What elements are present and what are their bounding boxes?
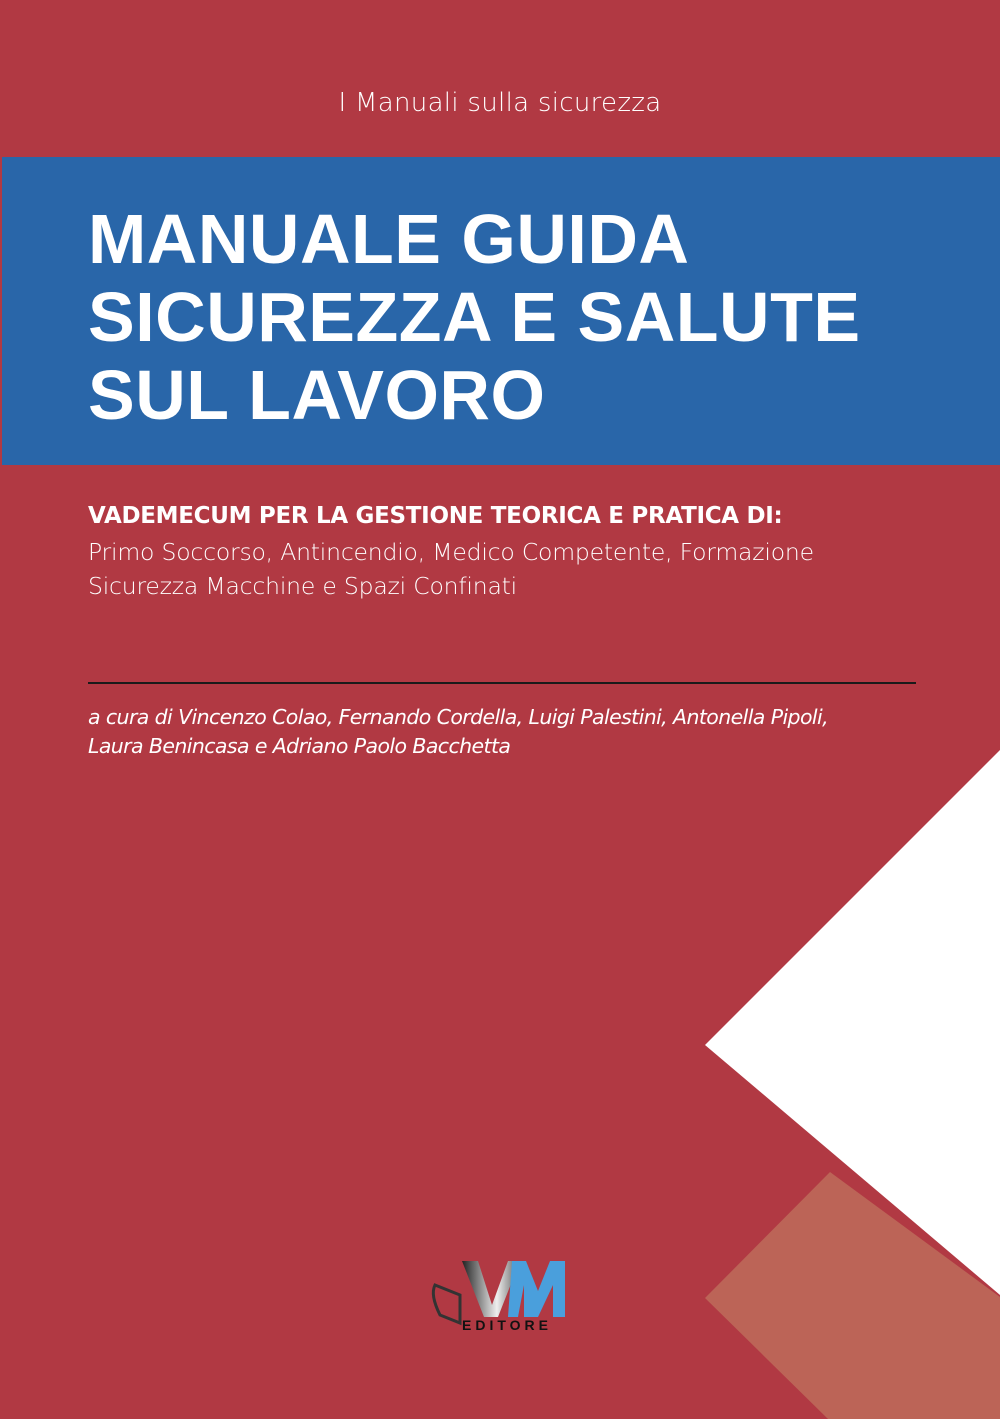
title-line: MANUALE GUIDA	[88, 200, 690, 278]
series-name: I Manuali sulla sicurezza	[338, 88, 662, 118]
title-line: SUL LAVORO	[88, 356, 546, 434]
publisher-name: EDITORE	[462, 1317, 552, 1333]
divider	[88, 682, 916, 684]
authors-line: Laura Benincasa e Adriano Paolo Bacchetta	[88, 734, 511, 758]
publisher-logo	[420, 1255, 570, 1335]
subtitle-heading: VADEMECUM PER LA GESTIONE TEORICA E PRATICA DI:	[88, 503, 783, 529]
subtitle-line: Primo Soccorso, Antincendio, Medico Competente, Formazione	[88, 538, 814, 566]
authors-line: a cura di Vincenzo Colao, Fernando Cordella, Luigi Palestini, Antonella Pipoli,	[88, 705, 829, 729]
subtitle-line: Sicurezza Macchine e Spazi Confinati	[88, 572, 517, 600]
book-title	[88, 200, 861, 434]
title-line: SICUREZZA E SALUTE	[88, 278, 861, 356]
